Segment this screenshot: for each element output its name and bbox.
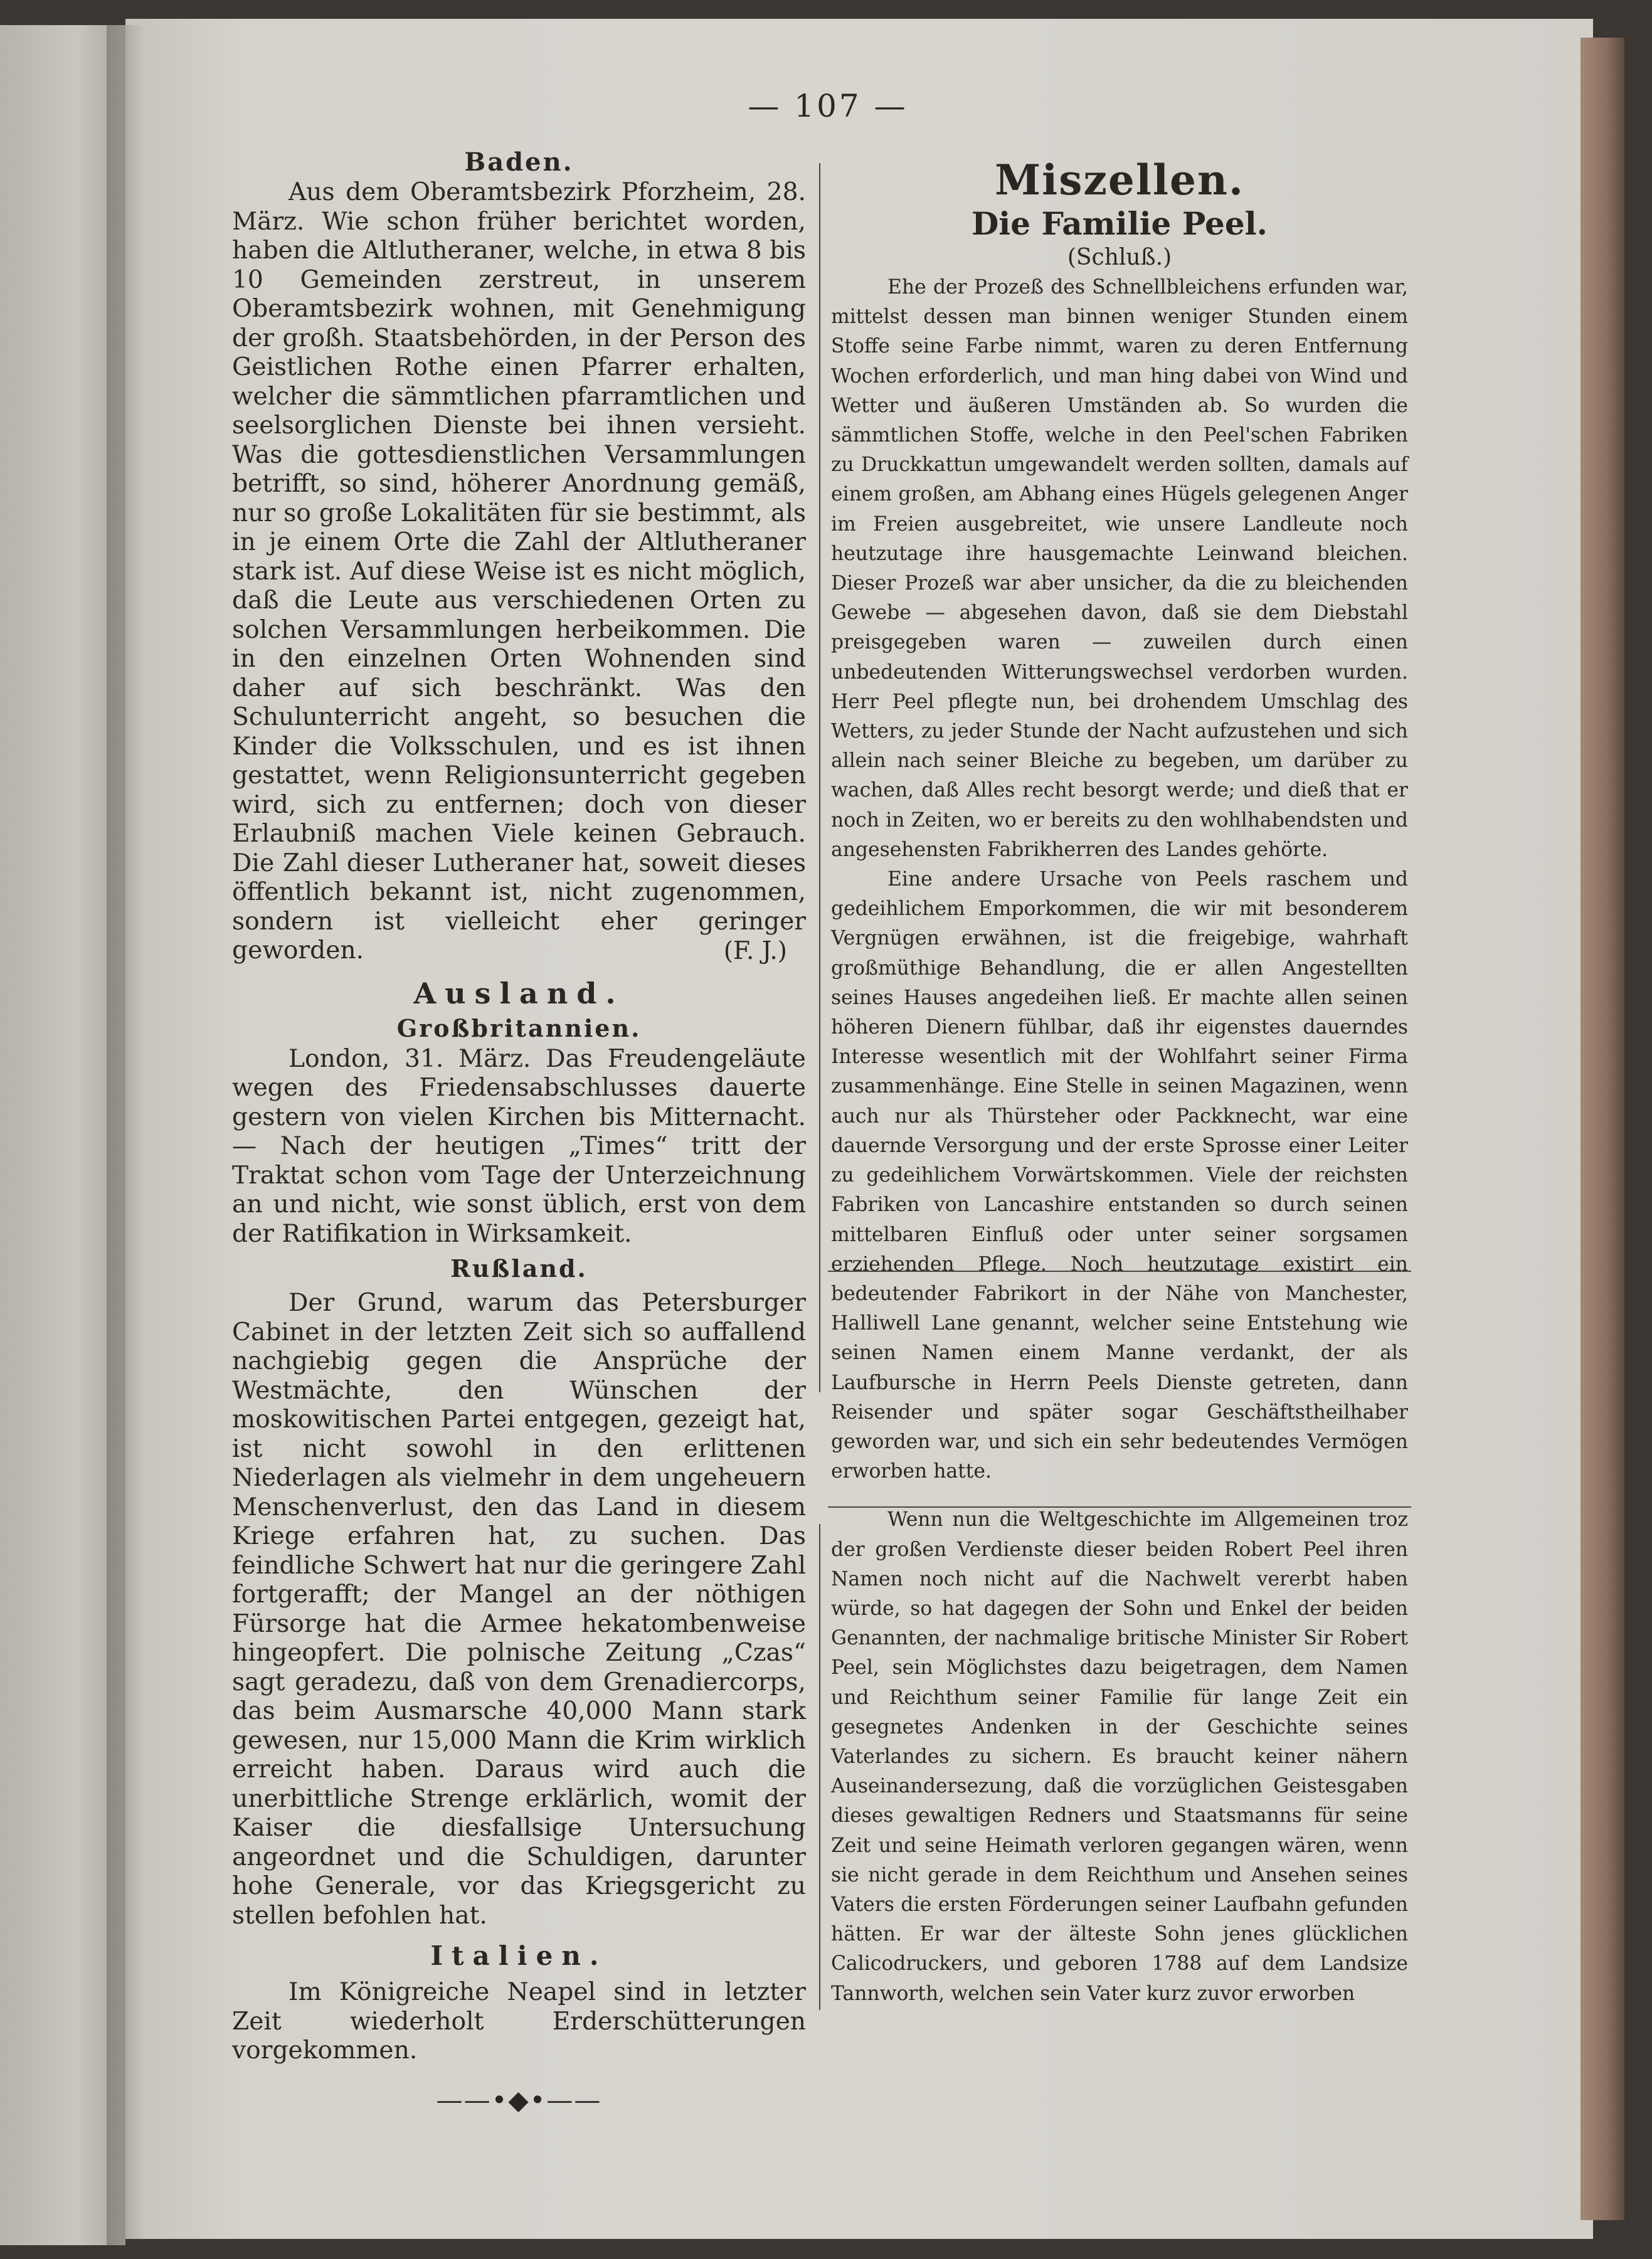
article-title: Die Familie Peel. [971, 205, 1268, 242]
page-number: — 107 — [748, 88, 908, 124]
heading-ausland: Ausland. [413, 976, 625, 1010]
article-paragraph-2: Eine andere Ursache von Peels raschem und gedeihlichem Emporkommen, die wir mit besonderem Vergnügen erwähnen, ist die freigebige, wahrhaft großmüthige Behandlung, die er allen Angestellten seines Hauses angedeihen ließ. Er machte allen seinen höheren Dienern fühlbar, daß ihr eigenstes dauerndes Interesse wesentlich mit der Wohlfahrt seiner Firma zusammenhänge. Eine Stelle in seinen Magazinen, wenn auch nur als Thürsteher oder Packknecht, war eine dauernde Versorgung und der erste Sprosse einer Leiter zu gedeihlichem Vorwärtskommen. Viele der reichsten Fabriken von Lancashire entstanden so durch seinen mittelbaren Einfluß oder unter seiner sorgsamen erziehenden Pflege. Noch heutzutage existirt ein bedeutender Fabrikort in der Nähe von Manchester, Halliwell Lane genannt, welcher seine Entstehung wie seinen Namen einem Manne verdankt, der als Laufbursche in Herrn Peels Dienste getreten, dann Reisender und später sogar Geschäftstheilhaber geworden war, und sich ein sehr bedeutendes Vermögen erworben hatte. [831, 868, 1408, 1483]
column-rule-upper [819, 163, 820, 1392]
article-baden: Aus dem Oberamtsbezirk Pforzheim, 28. März. Wie schon früher berichtet worden, haben die Altlutheraner, welche, in etwa 8 bis 10 Gemeinden zerstreut, in unserem Oberamtsbezirk wohnen, mit Genehmigung der großh. Staatsbehörden, in der Person des Geistlichen Rothe einen Pfarrer erhalten, welcher die sämmtlichen pfarramtlichen und seelsorglichen Dienste bei ihnen versieht. Was die gottesdienstlichen Versammlungen betrifft, so sind, höherer Anordnung gemäß, nur so große Lokalitäten für sie bestimmt, als in je einem Orte die Zahl der Altlutheraner stark ist. Auf diese Weise ist es nicht möglich, daß die Leute aus verschiedenen Orten zu solchen Versammlungen herbeikommen. Die in den einzelnen Orten Wohnenden sind daher auf sich beschränkt. Was den Schulunterricht angeht, so besuchen die Kinder die Volksschulen, und es ist ihnen gestattet, wenn Religionsunterricht gegeben wird, sich zu entfernen; doch von dieser Erlaubniß machen Viele keinen Gebrauch. Die Zahl dieser Lutheraner hat, soweit dieses öffentlich bekannt ist, nicht zugenommen, sondern ist vielleicht eher geringer geworden. [232, 178, 806, 965]
article-subtitle: (Schluß.) [1067, 245, 1172, 270]
heading-baden: Baden. [464, 147, 574, 177]
section-title-miszellen: Miszellen. [995, 156, 1244, 204]
article-paragraph-3: Wenn nun die Weltgeschichte im Allgemeinen troz der großen Verdienste dieser beiden Robert Peel ihren Namen noch nicht auf die Nachwelt vererbt haben würde, so hat dagegen der Sohn und Enkel der beiden Genannten, der nachmalige britische Minister Sir Robert Peel, sein Möglichstes dazu beigetragen, dem Namen und Reichthum seiner Familie für lange Zeit ein gesegnetes Andenken in der Geschichte seines Vaterlandes zu sichern. Es braucht keiner nähern Auseinandersezung, daß die vorzüglichen Geistesgaben dieses gewaltigen Redners und Staatsmanns für seine Zeit und seine Heimath verloren gegangen wären, wenn sie nicht gerade in dem Reichthum und Ansehen seines Vaters die ersten Förderungen seiner Laufbahn gefunden hätten. Er war der älteste Sohn jenes glücklichen Calicodruckers, und geboren 1788 auf dem Landsize Tannworth, welchen sein Vater kurz zuvor erworben [831, 1508, 1408, 2005]
heading-russland: Rußland. [450, 1254, 588, 1283]
article-italien: Im Königreiche Neapel sind in letzter Zeit wiederholt Erderschütterungen vorgekommen. [232, 1978, 806, 2065]
book-gutter [107, 25, 144, 2245]
right-column [831, 147, 1408, 2009]
ornament-divider: ——•◆•—— [436, 2084, 602, 2115]
signature-fj: (F. J.) [723, 936, 787, 965]
left-column [232, 147, 806, 2115]
heading-italien: Italien. [430, 1940, 608, 1971]
column-rule-lower [819, 1524, 820, 2010]
heading-grossbritannien: Großbritannien. [396, 1013, 642, 1042]
article-russland: Der Grund, warum das Petersburger Cabinet in der letzten Zeit sich so auffallend nachgiebig gegen die Ansprüche der Westmächte, den Wünschen der moskowitischen Partei entgegen, gezeigt hat, ist nicht sowohl in den erlittenen Niederlagen als vielmehr in dem ungeheuern Menschenverlust, den das Land in diesem Kriege erfahren hat, zu suchen. Das feindliche Schwert hat nur die geringere Zahl fortgerafft; der Mangel an der nöthigen Fürsorge hat die Armee hekatombenweise hingeopfert. Die polnische Zeitung „Czas“ sagt geradezu, daß von dem Grenadiercorps, das beim Ausmarsche 40,000 Mann stark gewesen, nur 15,000 Mann die Krim wirklich erreicht haben. Daraus wird auch die unerbittliche Strenge erklärlich, womit der Kaiser die diesfallsige Untersuchung angeordnet und die Schuldigen, darunter hohe Generale, vor das Kriegsgericht zu stellen befohlen hat. [232, 1289, 806, 1930]
book-fore-edge [1581, 38, 1624, 2220]
article-grossbritannien: London, 31. März. Das Freudengeläute wegen des Friedensabschlusses dauerte gestern von vielen Kirchen bis Mitternacht. — Nach der heutigen „Times“ tritt der Traktat schon vom Tage der Unterzeichnung an und nicht, wie sonst üblich, erst von dem der Ratifikation in Wirksamkeit. [232, 1044, 806, 1248]
article-paragraph-1: Ehe der Prozeß des Schnellbleichens erfunden war, mittelst dessen man binnen weniger Stunden einem Stoffe seine Farbe nimmt, waren zu deren Entfernung Wochen erforderlich, und man hing dabei von Wind und Wetter und äußeren Umständen ab. So wurden die sämmtlichen Stoffe, welche in den Peel'schen Fabriken zu Druckkattun umgewandelt werden sollten, damals auf einem großen, am Abhang eines Hügels gelegenen Anger im Freien ausgebreitet, wie unsere Landleute noch heutzutage ihre hausgemachte Leinwand bleichen. Dieser Prozeß war aber unsicher, da die zu bleichenden Gewebe — abgesehen davon, daß sie dem Diebstahl preisgegeben waren — zuweilen durch einen unbedeutenden Witterungswechsel verdorben wurden. Herr Peel pflegte nun, bei drohendem Umschlag des Wetters, zu jeder Stunde der Nacht aufzustehen und sich allein nach seiner Bleiche zu begeben, um darüber zu wachen, daß Alles recht besorgt werde; und dieß that er noch in Zeiten, wo er bereits zu den wohlhabendsten und angesehensten Fabrikherren des Landes gehörte. [831, 276, 1408, 861]
